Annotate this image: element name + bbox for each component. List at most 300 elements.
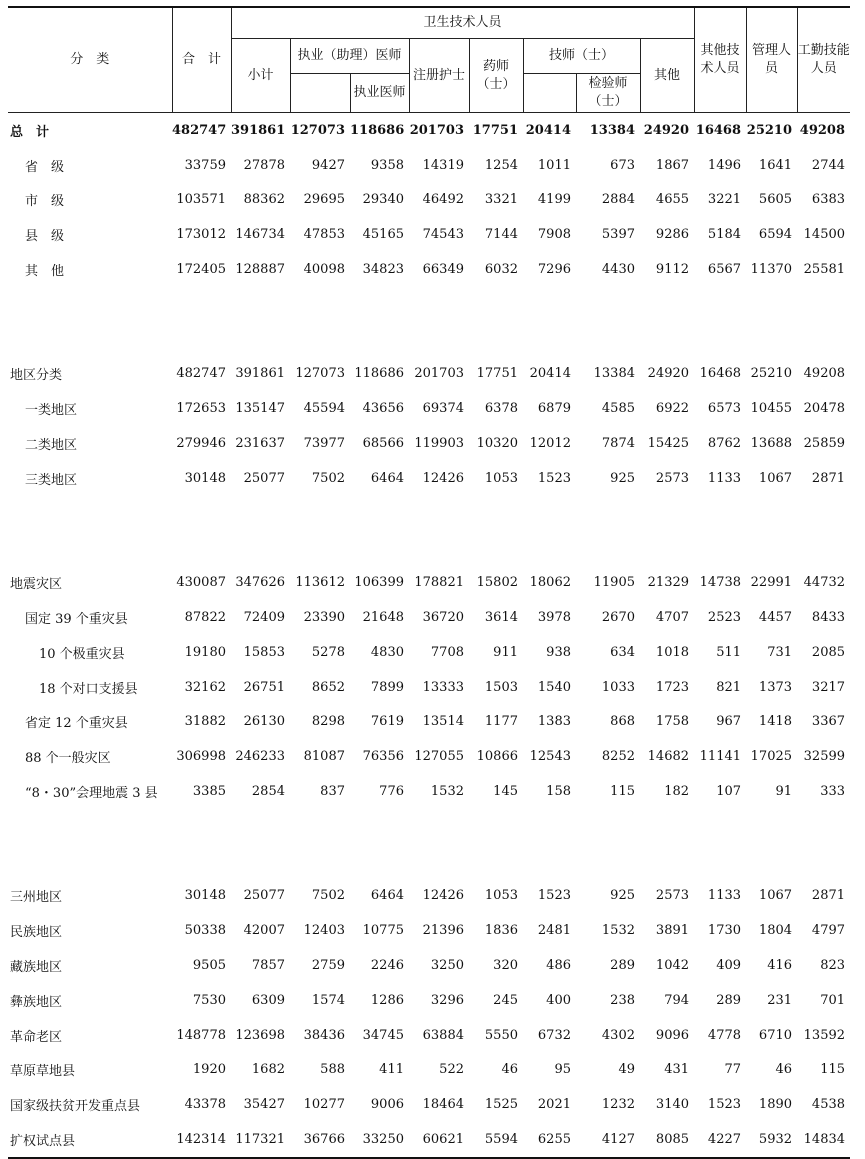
cell-value: 4199 [537,192,571,208]
cell-value: 1177 [484,714,518,730]
cell-value: 4707 [655,610,690,626]
cell-value: 2085 [811,644,846,660]
cell-value: 7708 [430,644,464,660]
cell-value: 409 [716,958,742,974]
cell-value: 33250 [350,1122,409,1158]
table-row [8,252,850,287]
cell-value: 4457 [758,610,793,626]
row-label: “8・30”会理地震 3 县 [25,786,158,802]
cell-value: 123698 [235,1027,285,1043]
cell-value: 9358 [370,157,404,173]
cell-value: 76356 [362,749,404,765]
row-label: 三类地区 [25,472,78,488]
spacer-row [8,531,850,566]
cell-value: 4127 [576,1122,640,1158]
cell-value: 10277 [303,1097,345,1113]
table-row [8,565,850,600]
cell-value: 821 [716,679,742,695]
cell-value: 13592 [803,1027,846,1043]
cell-value: 3614 [484,610,518,626]
cell-value: 107 [716,784,742,800]
header-other: 其他 [640,39,694,113]
cell-value: 113612 [295,575,345,591]
row-label: 扩权试点县 [8,1122,172,1158]
cell-value: 925 [610,470,635,486]
table-row [8,774,850,809]
cell-value: 1011 [537,157,571,173]
cell-value: 21648 [362,610,404,626]
cell-value: 172405 [176,262,226,278]
cell-value: 25210 [746,122,793,138]
cell-value: 25077 [243,470,285,486]
cell-value: 6594 [758,227,793,243]
table-row [8,1053,850,1088]
cell-value: 24920 [643,122,690,138]
cell-value: 9096 [655,1027,690,1043]
cell-value: 2573 [655,888,690,904]
cell-value: 4430 [601,262,635,278]
cell-value: 400 [546,992,571,1008]
cell-value: 43656 [362,401,404,417]
cell-value: 16468 [695,122,742,138]
cell-value: 1523 [537,888,571,904]
row-label: 其 他 [25,264,65,280]
cell-value: 925 [610,888,635,904]
header-other-tech: 其他技术人员 [694,7,746,113]
row-label: 革命老区 [10,1029,63,1045]
cell-value: 2884 [601,192,635,208]
cell-value: 289 [716,992,742,1008]
cell-value: 5932 [746,1122,797,1158]
cell-value: 823 [820,958,846,974]
cell-value: 12426 [422,888,464,904]
cell-value: 1496 [707,157,742,173]
cell-value: 13514 [422,714,464,730]
cell-value: 14738 [699,575,742,591]
cell-value: 9505 [192,958,226,974]
cell-value: 634 [610,644,635,660]
cell-value: 1033 [601,679,635,695]
spacer-cell [8,809,850,844]
cell-value: 69374 [422,401,464,417]
cell-value: 4302 [601,1027,635,1043]
cell-value: 391861 [235,366,285,382]
cell-value: 77 [724,1062,742,1078]
cell-value: 482747 [172,122,227,138]
cell-value: 31882 [184,714,226,730]
cell-value: 13384 [593,366,635,382]
cell-value: 6464 [370,888,404,904]
cell-value: 6732 [537,1027,571,1043]
cell-value: 2246 [370,958,404,974]
cell-value: 279946 [176,436,226,452]
header-total: 合 计 [172,7,231,113]
cell-value: 1758 [655,714,690,730]
cell-value: 4538 [811,1097,846,1113]
cell-value: 74543 [422,227,464,243]
cell-value: 15853 [243,644,285,660]
cell-value: 8762 [707,436,742,452]
cell-value: 13333 [422,679,464,695]
cell-value: 11370 [750,262,793,278]
table-row [8,426,850,461]
cell-value: 17025 [750,749,793,765]
header-subtotal: 小计 [231,39,290,113]
cell-value: 12012 [529,436,571,452]
cell-value: 6255 [523,1122,576,1158]
cell-value: 10866 [476,749,518,765]
cell-value: 486 [546,958,571,974]
cell-value: 1042 [655,958,690,974]
cell-value: 34823 [362,262,404,278]
cell-value: 1067 [758,470,793,486]
cell-value: 24920 [647,366,690,382]
cell-value: 17751 [476,366,518,382]
cell-value: 6032 [484,262,518,278]
cell-value: 14500 [803,227,846,243]
cell-value: 938 [546,644,571,660]
cell-value: 238 [610,992,635,1008]
cell-value: 47853 [303,227,345,243]
cell-value: 119903 [414,436,464,452]
cell-value: 49208 [803,366,846,382]
cell-value: 5397 [601,227,635,243]
table-row [8,739,850,774]
table-row [8,948,850,983]
table-body [8,113,850,1158]
cell-value: 2744 [811,157,846,173]
cell-value: 66349 [422,262,464,278]
cell-value: 7899 [370,679,404,695]
cell-value: 2523 [707,610,742,626]
cell-value: 1723 [655,679,690,695]
header-category: 分 类 [8,7,172,113]
cell-value: 1018 [655,644,690,660]
health-personnel-table [8,6,850,1159]
cell-value: 142314 [172,1122,231,1158]
cell-value: 6309 [251,992,285,1008]
cell-value: 1133 [707,470,742,486]
header-practicing-asst-blank [290,74,350,113]
cell-value: 60621 [409,1122,469,1158]
table-row [8,600,850,635]
cell-value: 49 [618,1062,635,1078]
cell-value: 231 [767,992,793,1008]
table-row [8,148,850,183]
row-label: 地震灾区 [10,577,63,593]
cell-value: 391861 [231,122,286,138]
cell-value: 1383 [537,714,571,730]
cell-value: 20478 [803,401,846,417]
cell-value: 14682 [647,749,690,765]
cell-value: 4778 [707,1027,742,1043]
cell-value: 1867 [655,157,690,173]
cell-value: 6464 [370,470,404,486]
cell-value: 1641 [758,157,793,173]
cell-value: 117321 [231,1122,290,1158]
cell-value: 673 [610,157,635,173]
cell-value: 118686 [350,122,405,138]
cell-value: 522 [439,1062,464,1078]
cell-value: 178821 [414,575,464,591]
row-label: 省 级 [25,159,65,175]
cell-value: 15802 [476,575,518,591]
cell-value: 35427 [243,1097,285,1113]
cell-value: 172653 [176,401,226,417]
cell-value: 2670 [601,610,635,626]
cell-value: 1373 [758,679,793,695]
cell-value: 29340 [362,192,404,208]
cell-value: 21396 [422,923,464,939]
cell-value: 1540 [537,679,571,695]
cell-value: 2021 [537,1097,571,1113]
header-health-tech: 卫生技术人员 [231,7,694,39]
cell-value: 794 [664,992,690,1008]
cell-value: 20414 [525,122,571,138]
row-label: 二类地区 [25,438,78,454]
cell-value: 40098 [303,262,345,278]
cell-value: 106399 [354,575,404,591]
cell-value: 1254 [484,157,518,173]
cell-value: 7619 [370,714,404,730]
cell-value: 9427 [311,157,345,173]
cell-value: 837 [320,784,345,800]
table-row [8,705,850,740]
cell-value: 26130 [243,714,285,730]
cell-value: 7908 [537,227,571,243]
row-label: 国家级扶贫开发重点县 [10,1099,141,1115]
cell-value: 7502 [311,888,345,904]
cell-value: 6879 [537,401,571,417]
cell-value: 289 [610,958,635,974]
cell-value: 3140 [655,1097,690,1113]
cell-value: 431 [664,1062,690,1078]
cell-value: 701 [820,992,846,1008]
cell-value: 25581 [803,262,846,278]
cell-value: 967 [716,714,742,730]
cell-value: 34745 [362,1027,404,1043]
cell-value: 115 [820,1062,846,1078]
cell-value: 6378 [484,401,518,417]
cell-value: 43378 [184,1097,226,1113]
cell-value: 1232 [601,1097,635,1113]
row-label: 县 级 [25,229,65,245]
cell-value: 32599 [803,749,846,765]
cell-value: 81087 [303,749,345,765]
cell-value: 2481 [537,923,571,939]
table-row [8,1087,850,1122]
cell-value: 1730 [707,923,742,939]
cell-value: 127055 [414,749,464,765]
cell-value: 10320 [476,436,518,452]
table-row [8,461,850,496]
cell-value: 4797 [811,923,846,939]
cell-value: 46 [775,1062,793,1078]
cell-value: 5550 [484,1027,518,1043]
cell-value: 3891 [655,923,690,939]
cell-value: 127073 [295,366,345,382]
cell-value: 6573 [707,401,742,417]
cell-value: 25210 [750,366,793,382]
table-row [8,1122,850,1158]
table-row [8,183,850,218]
cell-value: 347626 [235,575,285,591]
cell-value: 16468 [699,366,742,382]
cell-value: 245 [493,992,518,1008]
spacer-cell [8,322,850,357]
row-label: 民族地区 [10,925,63,941]
row-label: 草原草地县 [10,1064,76,1080]
cell-value: 306998 [176,749,226,765]
cell-value: 416 [767,958,793,974]
cell-value: 18062 [529,575,571,591]
table-row [8,879,850,914]
cell-value: 103571 [176,192,226,208]
cell-value: 18464 [422,1097,464,1113]
cell-value: 3367 [811,714,846,730]
cell-value: 430087 [176,575,226,591]
row-label: 10 个极重灾县 [39,646,125,662]
cell-value: 3385 [192,784,226,800]
cell-value: 7874 [601,436,635,452]
cell-value: 25077 [243,888,285,904]
cell-value: 1804 [758,923,793,939]
cell-value: 87822 [184,610,226,626]
cell-value: 1525 [484,1097,518,1113]
table-row [8,113,850,148]
cell-value: 1286 [370,992,404,1008]
cell-value: 4585 [601,401,635,417]
header-technician: 技师（士） [523,39,640,74]
cell-value: 148778 [176,1027,226,1043]
cell-value: 9006 [370,1097,404,1113]
cell-value: 9112 [655,262,690,278]
cell-value: 68566 [362,436,404,452]
cell-value: 6710 [758,1027,793,1043]
row-label: 国定 39 个重灾县 [25,612,128,628]
cell-value: 63884 [422,1027,464,1043]
table-row [8,635,850,670]
cell-value: 3321 [484,192,518,208]
cell-value: 6383 [811,192,846,208]
cell-value: 8652 [311,679,345,695]
cell-value: 1574 [311,992,345,1008]
cell-value: 44732 [803,575,846,591]
cell-value: 11905 [593,575,635,591]
cell-value: 27878 [243,157,285,173]
cell-value: 10775 [362,923,404,939]
cell-value: 1053 [484,888,518,904]
cell-value: 13688 [750,436,793,452]
cell-value: 482747 [176,366,226,382]
cell-value: 29695 [303,192,345,208]
table-header [8,7,850,113]
header-management: 管理人员 [746,7,797,113]
cell-value: 118686 [354,366,404,382]
cell-value: 588 [320,1062,345,1078]
cell-value: 2854 [251,784,285,800]
cell-value: 115 [610,784,635,800]
row-label: 18 个对口支援县 [39,681,138,697]
cell-value: 158 [546,784,571,800]
cell-value: 7530 [192,992,226,1008]
cell-value: 15425 [647,436,690,452]
cell-value: 11141 [699,749,742,765]
cell-value: 333 [820,784,846,800]
row-label: 三州地区 [10,890,63,906]
spacer-cell [8,531,850,566]
cell-value: 1532 [430,784,464,800]
table-row [8,913,850,948]
spacer-row [8,809,850,844]
cell-value: 14834 [797,1122,850,1158]
cell-value: 95 [554,1062,571,1078]
cell-value: 1053 [484,470,518,486]
row-label: 一类地区 [25,403,78,419]
row-label: 88 个一般灾区 [25,751,111,767]
table-row [8,217,850,252]
cell-value: 128887 [235,262,285,278]
cell-value: 1836 [484,923,518,939]
cell-value: 10455 [750,401,793,417]
cell-value: 5184 [707,227,742,243]
cell-value: 1532 [601,923,635,939]
spacer-row [8,322,850,357]
cell-value: 2759 [311,958,345,974]
cell-value: 45594 [303,401,345,417]
cell-value: 3217 [811,679,846,695]
row-label: 总 计 [10,124,50,140]
cell-value: 46 [501,1062,518,1078]
table-row [8,983,850,1018]
cell-value: 17751 [472,122,518,138]
spacer-row [8,844,850,879]
cell-value: 33759 [184,157,226,173]
cell-value: 776 [379,784,404,800]
cell-value: 42007 [243,923,285,939]
spacer-cell [8,844,850,879]
cell-value: 127073 [290,122,345,138]
cell-value: 135147 [235,401,285,417]
cell-value: 6567 [707,262,742,278]
cell-value: 182 [664,784,690,800]
cell-value: 14319 [422,157,464,173]
cell-value: 45165 [362,227,404,243]
table-row [8,357,850,392]
cell-value: 3978 [537,610,571,626]
cell-value: 13384 [589,122,635,138]
header-practicing-asst: 执业（助理）医师 [290,39,409,74]
cell-value: 9286 [655,227,690,243]
cell-value: 20414 [529,366,571,382]
cell-value: 38436 [303,1027,345,1043]
cell-value: 911 [493,644,518,660]
cell-value: 1067 [758,888,793,904]
cell-value: 511 [716,644,742,660]
cell-value: 73977 [303,436,345,452]
cell-value: 2573 [655,470,690,486]
cell-value: 26751 [243,679,285,695]
row-label: 市 级 [25,194,65,210]
cell-value: 4830 [370,644,404,660]
cell-value: 8085 [640,1122,694,1158]
cell-value: 1682 [251,1062,285,1078]
header-technician-blank [523,74,576,113]
cell-value: 146734 [235,227,285,243]
cell-value: 3250 [430,958,464,974]
spacer-cell [8,287,850,322]
cell-value: 411 [379,1062,404,1078]
